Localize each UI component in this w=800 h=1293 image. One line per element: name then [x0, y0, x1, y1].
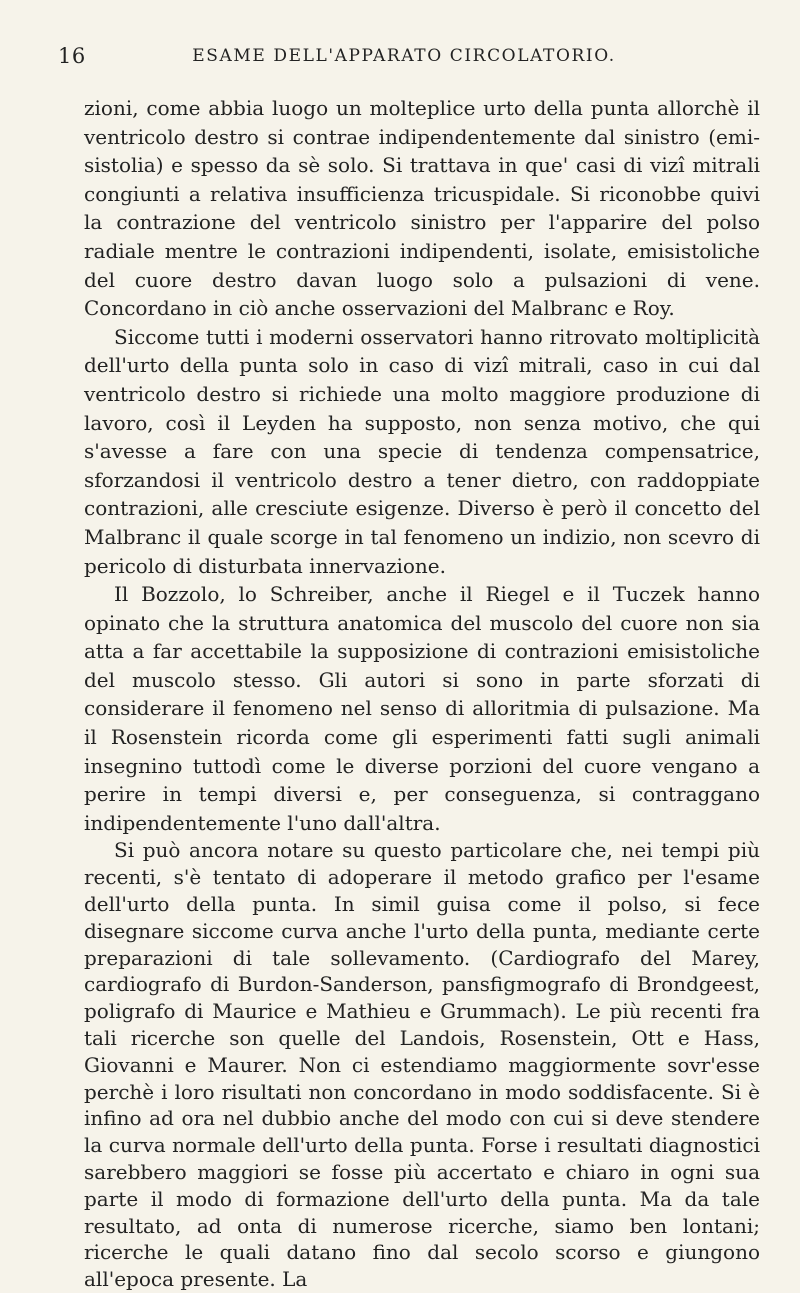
- page-header: [58, 44, 750, 74]
- body-text: [84, 94, 760, 1293]
- paragraph: zioni, come abbia luogo un molteplice urto della punta allorchè il ventricolo destro si contrae indipendentemente dal sinistro (emi-sistolia) e spesso da sè solo. Si trattava in que' casi di vizî mitrali congiunti a relativa insufficienza tricuspidale. Si riconobbe quivi la contrazione del ventricolo sinistro per l'apparire del polso radiale mentre le contrazioni indipendenti, isolate, emisistoliche del cuore destro davan luogo solo a pulsazioni di vene. Concordano in ciò anche osservazioni del Malbranc e Roy.: [84, 96, 760, 321]
- running-title: ESAME DELL'APPARATO CIRCOLATORIO.: [192, 46, 616, 66]
- paragraph: Si può ancora notare su questo particolare che, nei tempi più recenti, s'è tentato di adoperare il metodo grafico per l'esame dell'urto della punta. In simil guisa come il polso, si fece disegnare siccome curva anche l'urto della punta, mediante certe preparazioni di tale sollevamento. (Cardiografo del Marey, cardiografo di Burdon-Sanderson, pansfigmografo di Brondgeest, poligrafo di Maurice e Mathieu e Grummach). Le più recenti fra tali ricerche son quelle del Landois, Rosenstein, Ott e Hass, Giovanni e Maurer. Non ci estendiamo maggiormente sovr'esse perchè i loro risultati non concordano in modo soddisfacente. Si è infino ad ora nel dubbio anche del modo con cui si deve stendere la curva normale dell'urto della punta. Forse i resultati diagnostici sarebbero maggiori se fosse più accertato e chiaro in ogni sua parte il modo di formazione dell'urto della punta. Ma da tale resultato, ad onta di numerose ricerche, siamo ben lontani; ricerche le quali datano fino dal secolo scorso e giungono all'epoca presente. La: [84, 838, 760, 1292]
- paragraph: Il Bozzolo, lo Schreiber, anche il Riegel e il Tuczek hanno opinato che la struttura anatomica del muscolo del cuore non sia atta a far accettabile la supposizione di contrazioni emisistoliche del muscolo stesso. Gli autori si sono in parte sforzati di considerare il fenomeno nel senso di alloritmia di pulsazione. Ma il Rosenstein ricorda come gli esperimenti fatti sugli animali insegnino tuttodì come le diverse porzioni del cuore vengano a perire in tempi diversi e, per conseguenza, si contraggano indipendentemente l'uno dall'altra.: [84, 582, 760, 835]
- paragraph: Siccome tutti i moderni osservatori hanno ritrovato moltiplicità dell'urto della punta solo in caso di vizî mitrali, caso in cui dal ventricolo destro si richiede una molto maggiore produzione di lavoro, così il Leyden ha supposto, non senza motivo, che qui s'avesse a fare con una specie di tendenza compensatrice, sforzandosi il ventricolo destro a tener dietro, con raddoppiate contrazioni, alle cresciute esigenze. Diverso è però il concetto del Malbranc il quale scorge in tal fenomeno un indizio, non scevro di pericolo di disturbata innervazione.: [84, 324, 760, 578]
- page-number: 16: [58, 44, 86, 68]
